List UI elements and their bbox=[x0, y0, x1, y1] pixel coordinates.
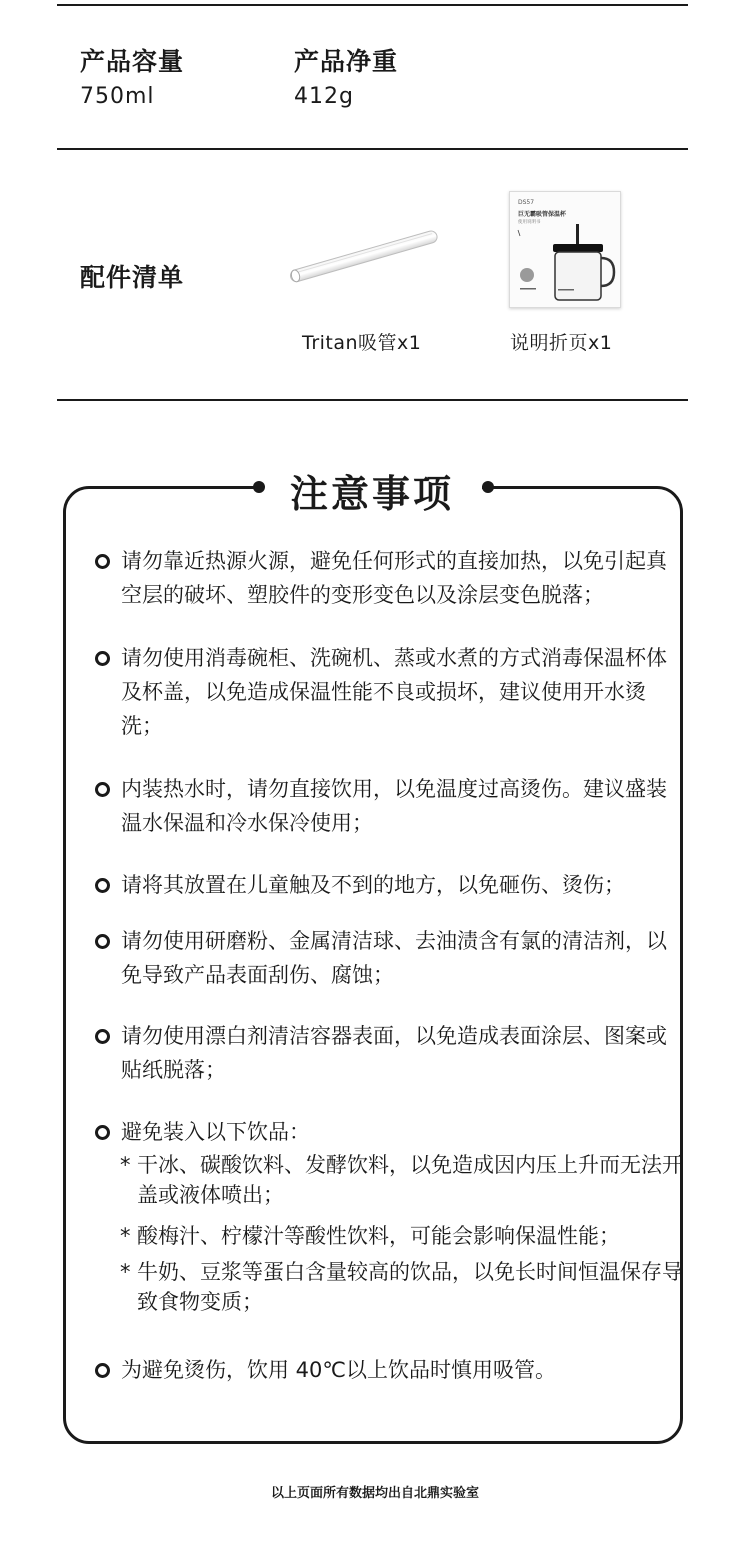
weight-value: 412g bbox=[294, 84, 354, 109]
notice-item: 请勿使用漂白剂清洁容器表面，以免造成表面涂层、图案或贴纸脱落； bbox=[95, 1019, 680, 1087]
divider-top bbox=[57, 4, 688, 6]
drink-item: * 干冰、碳酸饮料、发酵饮料，以免造成因内压上升而无法开盖或液体喷出； bbox=[120, 1153, 683, 1207]
title-dot-right bbox=[482, 481, 494, 493]
capacity-label: 产品容量 bbox=[80, 47, 185, 76]
divider-bottom bbox=[57, 399, 688, 401]
notice-item: 请勿靠近热源火源，避免任何形式的直接加热，以免引起真空层的破坏、塑胶件的变形变色以及涂层变色脱落； bbox=[95, 544, 680, 612]
notice-item: 内装热水时，请勿直接饮用，以免温度过高烫伤。建议盛装温水保温和冷水保冷使用； bbox=[95, 772, 680, 840]
notice-item: 请勿使用研磨粉、金属清洁球、去油渍含有氯的清洁剂，以免导致产品表面刮伤、腐蚀； bbox=[95, 924, 680, 992]
cup-illustration bbox=[510, 192, 620, 307]
accessories-title: 配件清单 bbox=[80, 263, 185, 292]
notice-title: 注意事项 bbox=[289, 472, 454, 516]
manual-name: 巨无霸吸管保温杯 bbox=[518, 211, 567, 218]
drink-item: * 酸梅汁、柠檬汁等酸性饮料，可能会影响保温性能； bbox=[120, 1224, 620, 1248]
footer-note: 以上页面所有数据均出自北鼎实验室 bbox=[270, 1486, 479, 1501]
circle-bullet-icon bbox=[95, 934, 110, 949]
capacity-value: 750ml bbox=[80, 84, 155, 109]
circle-bullet-icon bbox=[95, 878, 110, 893]
manual-model: DS57 bbox=[518, 199, 535, 206]
weight-label: 产品净重 bbox=[294, 47, 399, 76]
notice-item: 为避免烫伤，饮用 40℃以上饮品时慎用吸管。 bbox=[95, 1353, 680, 1387]
circle-bullet-icon bbox=[95, 554, 110, 569]
circle-bullet-icon bbox=[95, 1029, 110, 1044]
notice-item: 请勿使用消毒碗柜、洗碗机、蒸或水煮的方式消毒保温杯体及杯盖，以免造成保温性能不良或损坏，建议使用开水烫洗； bbox=[95, 641, 680, 743]
straw-image bbox=[280, 222, 450, 292]
notice-item: 请将其放置在儿童触及不到的地方，以免砸伤、烫伤； bbox=[95, 868, 680, 902]
straw-caption: Tritan吸管x1 bbox=[302, 332, 422, 354]
drink-item: * 牛奶、豆浆等蛋白含量较高的饮品，以免长时间恒温保存导致食物变质； bbox=[120, 1260, 683, 1314]
divider-middle bbox=[57, 148, 688, 150]
circle-bullet-icon bbox=[95, 1125, 110, 1140]
manual-subtitle: 使用说明书 bbox=[518, 220, 541, 225]
circle-bullet-icon bbox=[95, 651, 110, 666]
manual-booklet-image bbox=[509, 191, 621, 308]
circle-bullet-icon bbox=[95, 1363, 110, 1378]
manual-caption: 说明折页x1 bbox=[510, 332, 613, 354]
circle-bullet-icon bbox=[95, 782, 110, 797]
notice-item: 避免装入以下饮品： bbox=[95, 1115, 680, 1149]
